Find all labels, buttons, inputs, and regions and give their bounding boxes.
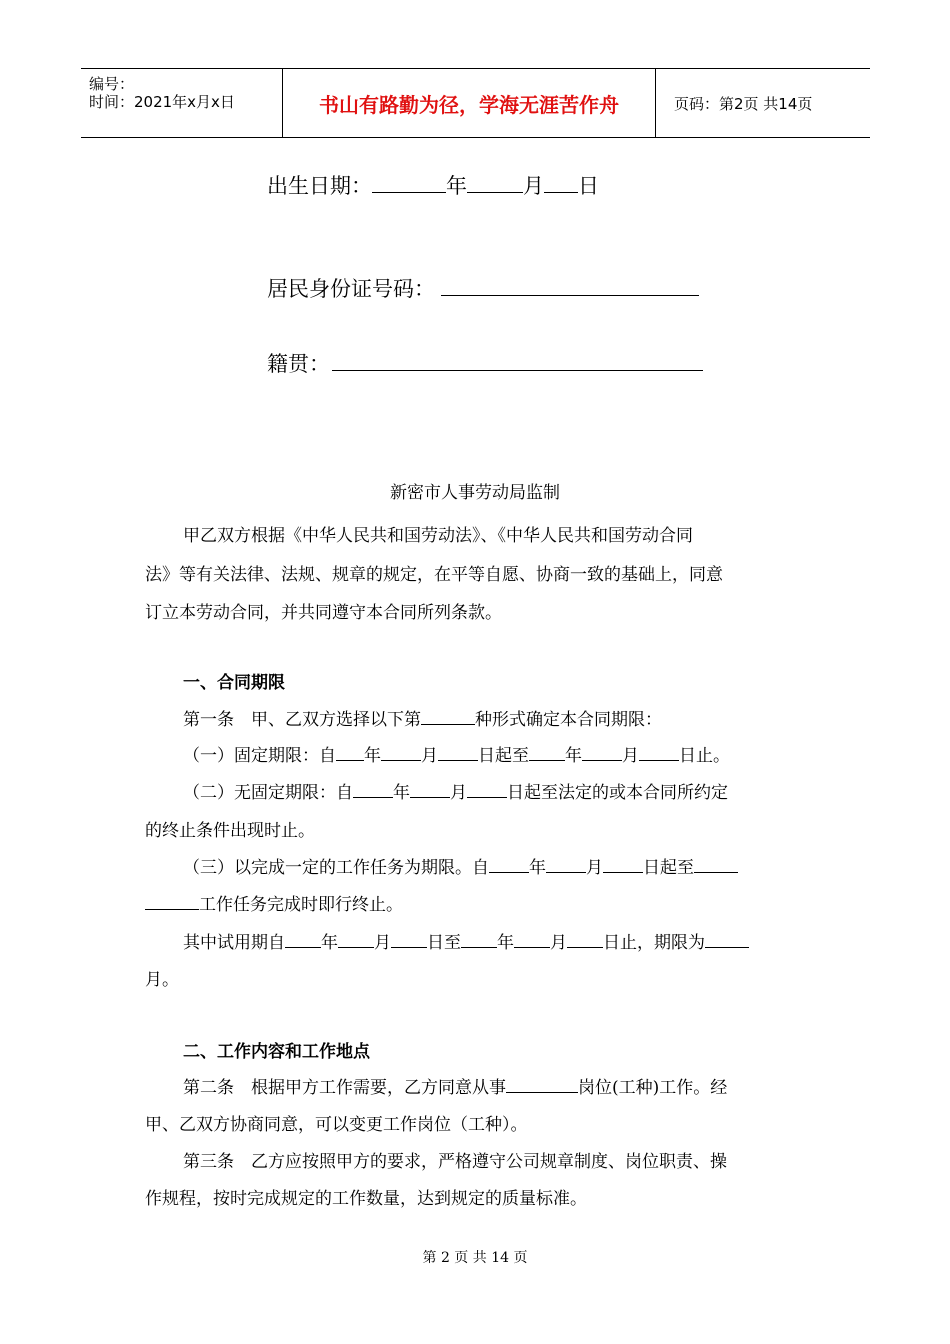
year-label: 年 <box>446 174 467 198</box>
year-label: 年 <box>393 783 410 803</box>
article-2 <box>183 1073 727 1098</box>
article-3-line-2: 作规程，按时完成规定的工作数量，达到规定的质量标准。 <box>145 1189 587 1209</box>
article-2-text-a: 第二条 根据甲方工作需要，乙方同意从事 <box>183 1078 506 1098</box>
blank[interactable] <box>391 933 427 948</box>
blank[interactable] <box>489 858 529 873</box>
id-number-blank[interactable] <box>441 276 699 296</box>
blank[interactable] <box>336 746 364 761</box>
blank[interactable] <box>514 933 550 948</box>
birth-day-blank[interactable] <box>544 173 578 193</box>
blank[interactable] <box>353 783 393 798</box>
year-label: 年 <box>497 933 514 953</box>
native-place-blank[interactable] <box>332 351 703 371</box>
native-place-label: 籍贯： <box>267 352 330 376</box>
month-label: 月 <box>421 746 438 766</box>
intro-line-3: 订立本劳动合同，并共同遵守本合同所列条款。 <box>145 603 502 623</box>
header-motto: 书山有路勤为径，学海无涯苦作舟 <box>283 69 656 137</box>
trial-label: 其中试用期自 <box>183 933 285 953</box>
page-info-text: 页码：第2页 共14页 <box>674 94 813 113</box>
birth-month-blank[interactable] <box>467 173 523 193</box>
option-3 <box>183 853 738 878</box>
document-header <box>81 68 870 138</box>
supervisor-note: 新密市人事劳动局监制 <box>390 483 560 503</box>
birth-date-line <box>267 170 599 200</box>
blank[interactable] <box>461 933 497 948</box>
month-label: 月 <box>550 933 567 953</box>
option-2-label: （二）无固定期限：自 <box>183 783 353 803</box>
blank[interactable] <box>410 783 450 798</box>
blank[interactable] <box>694 858 738 873</box>
blank[interactable] <box>285 933 321 948</box>
option-2 <box>183 778 728 803</box>
article-1-text-a: 第一条 甲、乙双方选择以下第 <box>183 710 421 730</box>
month-label: 月 <box>622 746 639 766</box>
day-to-label: 日至 <box>427 933 461 953</box>
intro-line-2: 法》等有关法律、法规、规章的规定，在平等自愿、协商一致的基础上，同意 <box>145 565 723 585</box>
year-label: 年 <box>364 746 381 766</box>
number-label: 编号： <box>89 75 135 93</box>
blank[interactable] <box>467 783 507 798</box>
section-2-title: 二、工作内容和工作地点 <box>183 1042 370 1062</box>
intro-line-1: 甲乙双方根据《中华人民共和国劳动法》、《中华人民共和国劳动合同 <box>183 526 693 546</box>
blank[interactable] <box>546 858 586 873</box>
end-label: 日止。 <box>679 746 730 766</box>
blank[interactable] <box>338 933 374 948</box>
article-1-text-b: 种形式确定本合同期限： <box>475 710 662 730</box>
time-label: 时间：2021年x月x日 <box>89 93 235 111</box>
native-place-line <box>267 348 703 378</box>
article-2-line-2: 甲、乙双方协商同意，可以变更工作岗位（工种）。 <box>145 1115 528 1135</box>
option-3-line-2 <box>145 890 403 915</box>
option-3-tail: 工作任务完成时即行终止。 <box>199 895 403 915</box>
blank[interactable] <box>381 746 421 761</box>
year-label: 年 <box>529 858 546 878</box>
year-label: 年 <box>321 933 338 953</box>
article-3-line-1: 第三条 乙方应按照甲方的要求，严格遵守公司规章制度、岗位职责、操 <box>183 1152 727 1172</box>
id-number-line <box>267 273 699 303</box>
month-label: 月 <box>586 858 603 878</box>
task-blank[interactable] <box>145 895 199 910</box>
month-label: 月 <box>450 783 467 803</box>
birth-year-blank[interactable] <box>372 173 446 193</box>
blank[interactable] <box>639 746 679 761</box>
blank[interactable] <box>567 933 603 948</box>
header-meta-cell <box>81 69 283 137</box>
trial-line-2: 月。 <box>145 970 179 990</box>
option-2-line-2: 的终止条件出现时止。 <box>145 821 315 841</box>
blank[interactable] <box>438 746 478 761</box>
trial-mid: 日止，期限为 <box>603 933 705 953</box>
post-blank[interactable] <box>506 1078 578 1093</box>
from-to-label: 日起至 <box>478 746 529 766</box>
section-1-title: 一、合同期限 <box>183 673 285 693</box>
header-page-info <box>664 69 870 137</box>
blank[interactable] <box>529 746 565 761</box>
birth-date-label: 出生日期： <box>267 174 372 198</box>
option-3-label: （三）以完成一定的工作任务为期限。自 <box>183 858 489 878</box>
month-label: 月 <box>523 174 544 198</box>
option-1 <box>183 741 730 766</box>
option-1-label: （一）固定期限：自 <box>183 746 336 766</box>
article-1 <box>183 705 662 730</box>
year-label: 年 <box>565 746 582 766</box>
trial-period <box>183 928 749 953</box>
page-footer: 第 2 页 共 14 页 <box>422 1250 528 1266</box>
option-2-tail: 日起至法定的或本合同所约定 <box>507 783 728 803</box>
id-number-label: 居民身份证号码： <box>267 277 435 301</box>
day-label: 日 <box>578 174 599 198</box>
month-label: 月 <box>374 933 391 953</box>
article-2-text-b: 岗位(工种)工作。经 <box>578 1078 728 1098</box>
blank[interactable] <box>582 746 622 761</box>
from-to-label: 日起至 <box>643 858 694 878</box>
blank[interactable] <box>603 858 643 873</box>
trial-months-blank[interactable] <box>705 933 749 948</box>
form-choice-blank[interactable] <box>421 710 475 725</box>
